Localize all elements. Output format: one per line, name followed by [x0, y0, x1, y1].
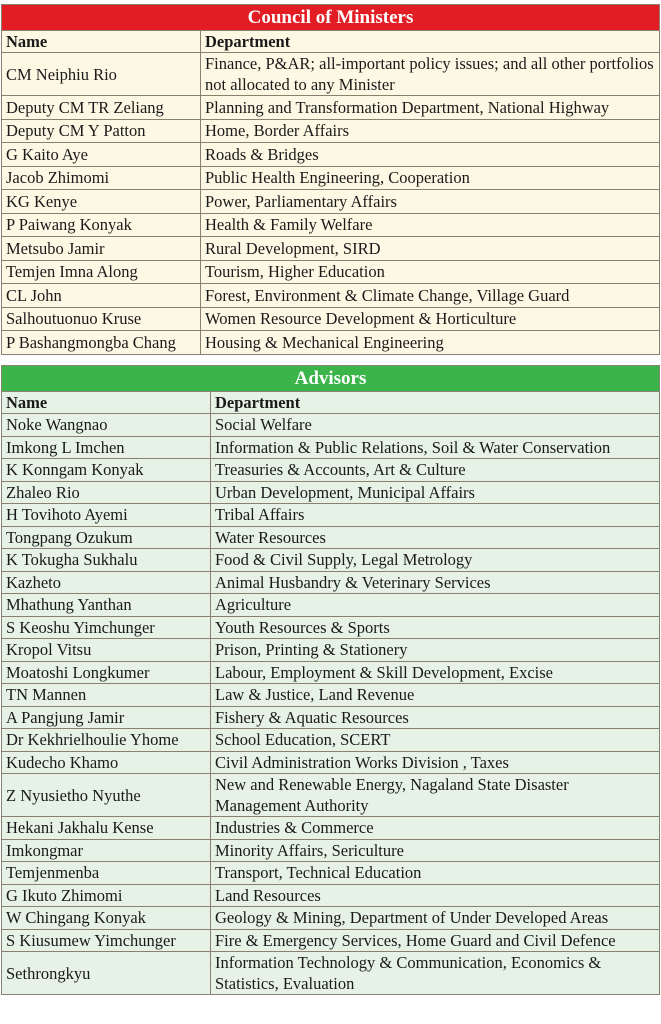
- name-cell: W Chingang Konyak: [2, 907, 211, 930]
- department-cell: Women Resource Development & Horticulture: [201, 307, 660, 331]
- department-cell: Geology & Mining, Department of Under Developed Areas: [211, 907, 660, 930]
- table-row: [2, 616, 660, 639]
- table-row: [2, 260, 660, 284]
- table-row: [2, 504, 660, 527]
- department-cell: New and Renewable Energy, Nagaland State Disaster Management Authority: [211, 774, 660, 817]
- department-header: Department: [211, 392, 660, 414]
- name-cell: G Ikuto Zhimomi: [2, 884, 211, 907]
- table-row: [2, 839, 660, 862]
- department-cell: Treasuries & Accounts, Art & Culture: [211, 459, 660, 482]
- table-row: [2, 53, 660, 96]
- name-cell: P Bashangmongba Chang: [2, 331, 201, 355]
- department-cell: Fishery & Aquatic Resources: [211, 706, 660, 729]
- table-row: [2, 436, 660, 459]
- name-header: Name: [2, 31, 201, 53]
- department-cell: Power, Parliamentary Affairs: [201, 190, 660, 214]
- name-cell: KG Kenye: [2, 190, 201, 214]
- department-cell: Tourism, Higher Education: [201, 260, 660, 284]
- name-cell: Deputy CM Y Patton: [2, 119, 201, 143]
- name-cell: CM Neiphiu Rio: [2, 53, 201, 96]
- name-cell: K Tokugha Sukhalu: [2, 549, 211, 572]
- department-cell: Food & Civil Supply, Legal Metrology: [211, 549, 660, 572]
- name-cell: Mhathung Yanthan: [2, 594, 211, 617]
- department-cell: Water Resources: [211, 526, 660, 549]
- department-cell: School Education, SCERT: [211, 729, 660, 752]
- name-cell: Deputy CM TR Zeliang: [2, 96, 201, 120]
- name-cell: Metsubo Jamir: [2, 237, 201, 261]
- department-cell: Fire & Emergency Services, Home Guard and Civil Defence: [211, 929, 660, 952]
- department-cell: Land Resources: [211, 884, 660, 907]
- department-cell: Public Health Engineering, Cooperation: [201, 166, 660, 190]
- table-row: [2, 166, 660, 190]
- table-row: [2, 684, 660, 707]
- table-row: [2, 549, 660, 572]
- name-cell: Temjenmenba: [2, 862, 211, 885]
- department-cell: Information & Public Relations, Soil & Water Conservation: [211, 436, 660, 459]
- table-row: [2, 929, 660, 952]
- table-row: [2, 213, 660, 237]
- council-title: Council of Ministers: [2, 5, 660, 31]
- name-cell: Sethrongkyu: [2, 952, 211, 995]
- advisors-table: [1, 365, 660, 995]
- department-cell: Industries & Commerce: [211, 817, 660, 840]
- name-cell: Z Nyusietho Nyuthe: [2, 774, 211, 817]
- department-cell: Tribal Affairs: [211, 504, 660, 527]
- name-cell: Kropol Vitsu: [2, 639, 211, 662]
- department-cell: Housing & Mechanical Engineering: [201, 331, 660, 355]
- name-cell: K Konngam Konyak: [2, 459, 211, 482]
- department-cell: Information Technology & Communication, Economics & Statistics, Evaluation: [211, 952, 660, 995]
- table-row: [2, 774, 660, 817]
- table-row: [2, 639, 660, 662]
- name-cell: A Pangjung Jamir: [2, 706, 211, 729]
- table-row: [2, 307, 660, 331]
- name-cell: Imkongmar: [2, 839, 211, 862]
- department-cell: Youth Resources & Sports: [211, 616, 660, 639]
- council-of-ministers-table: [1, 4, 660, 355]
- name-cell: Kazheto: [2, 571, 211, 594]
- name-cell: Salhoutuonuo Kruse: [2, 307, 201, 331]
- department-cell: Labour, Employment & Skill Development, Excise: [211, 661, 660, 684]
- name-cell: H Tovihoto Ayemi: [2, 504, 211, 527]
- table-row: [2, 706, 660, 729]
- name-cell: TN Mannen: [2, 684, 211, 707]
- name-cell: P Paiwang Konyak: [2, 213, 201, 237]
- table-row: [2, 907, 660, 930]
- department-cell: Transport, Technical Education: [211, 862, 660, 885]
- table-row: [2, 96, 660, 120]
- name-cell: CL John: [2, 284, 201, 308]
- department-cell: Agriculture: [211, 594, 660, 617]
- advisors-title: Advisors: [2, 366, 660, 392]
- department-cell: Rural Development, SIRD: [201, 237, 660, 261]
- name-header: Name: [2, 392, 211, 414]
- name-cell: S Keoshu Yimchunger: [2, 616, 211, 639]
- table-row: [2, 526, 660, 549]
- table-row: [2, 459, 660, 482]
- name-cell: Zhaleo Rio: [2, 481, 211, 504]
- department-cell: Health & Family Welfare: [201, 213, 660, 237]
- department-cell: Social Welfare: [211, 414, 660, 437]
- table-row: [2, 884, 660, 907]
- name-cell: Hekani Jakhalu Kense: [2, 817, 211, 840]
- table-row: [2, 729, 660, 752]
- department-cell: Law & Justice, Land Revenue: [211, 684, 660, 707]
- table-row: [2, 414, 660, 437]
- name-cell: Kudecho Khamo: [2, 751, 211, 774]
- table-row: [2, 751, 660, 774]
- table-row: [2, 594, 660, 617]
- table-row: [2, 284, 660, 308]
- table-row: [2, 952, 660, 995]
- table-row: [2, 119, 660, 143]
- department-cell: Civil Administration Works Division , Taxes: [211, 751, 660, 774]
- table-row: [2, 817, 660, 840]
- name-cell: Dr Kekhrielhoulie Yhome: [2, 729, 211, 752]
- table-row: [2, 661, 660, 684]
- table-row: [2, 481, 660, 504]
- department-cell: Roads & Bridges: [201, 143, 660, 167]
- name-cell: Imkong L Imchen: [2, 436, 211, 459]
- department-header: Department: [201, 31, 660, 53]
- name-cell: Moatoshi Longkumer: [2, 661, 211, 684]
- name-cell: Temjen Imna Along: [2, 260, 201, 284]
- department-cell: Home, Border Affairs: [201, 119, 660, 143]
- table-row: [2, 331, 660, 355]
- department-cell: Forest, Environment & Climate Change, Village Guard: [201, 284, 660, 308]
- name-cell: Tongpang Ozukum: [2, 526, 211, 549]
- table-row: [2, 143, 660, 167]
- department-cell: Animal Husbandry & Veterinary Services: [211, 571, 660, 594]
- table-row: [2, 237, 660, 261]
- department-cell: Planning and Transformation Department, National Highway: [201, 96, 660, 120]
- table-row: [2, 862, 660, 885]
- department-cell: Finance, P&AR; all-important policy issues; and all other portfolios not allocated to any Minister: [201, 53, 660, 96]
- name-cell: G Kaito Aye: [2, 143, 201, 167]
- department-cell: Prison, Printing & Stationery: [211, 639, 660, 662]
- department-cell: Minority Affairs, Sericulture: [211, 839, 660, 862]
- table-row: [2, 571, 660, 594]
- name-cell: Noke Wangnao: [2, 414, 211, 437]
- name-cell: Jacob Zhimomi: [2, 166, 201, 190]
- department-cell: Urban Development, Municipal Affairs: [211, 481, 660, 504]
- table-row: [2, 190, 660, 214]
- name-cell: S Kiusumew Yimchunger: [2, 929, 211, 952]
